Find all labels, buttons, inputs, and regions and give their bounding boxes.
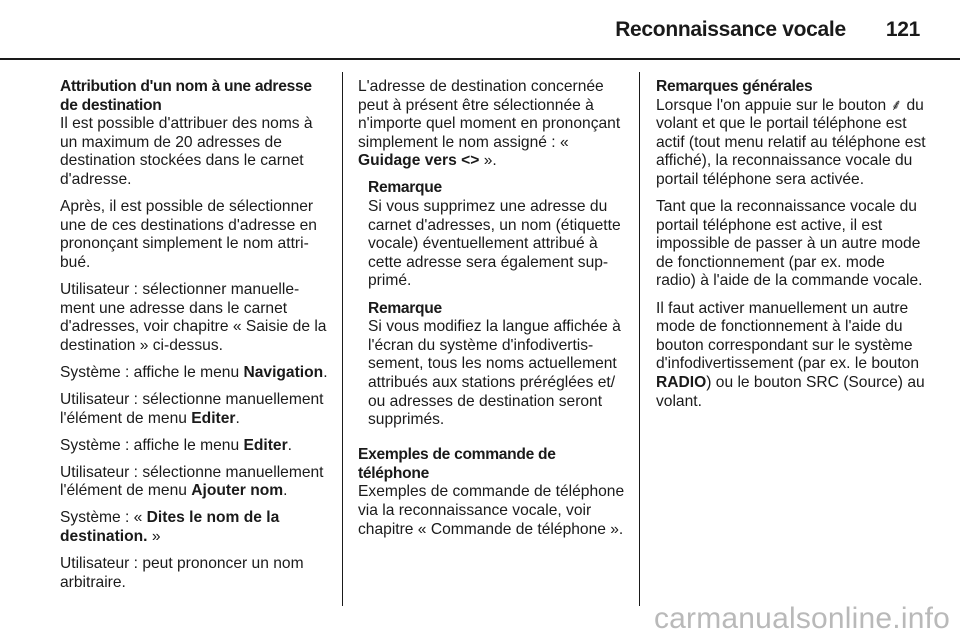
section-heading-naming: Attribution d'un nom à une adresse de destination <box>60 78 312 114</box>
voice-button-icon: ⸙ <box>890 96 903 114</box>
column-1 <box>60 78 328 601</box>
paragraph: Utilisateur : peut prononcer un nom arbitraire. <box>60 555 304 591</box>
menu-item-ajouter-nom: Ajouter nom <box>191 482 284 500</box>
column-divider-1 <box>342 72 343 606</box>
column-divider-2 <box>639 72 640 606</box>
note-label: Remarque <box>368 299 442 317</box>
paragraph: Exemples de commande de téléphone via la reconnaissance vocale, voir chapitre « Commande de téléphone ». <box>358 483 625 538</box>
paragraph: Utilisateur : sélectionner manuellement une adresse dans le carnet d'adresses, voir chapitre « Saisie de la destination » ci-dessus. <box>60 280 327 354</box>
menu-name-editer: Editer <box>243 436 288 454</box>
section-title: Reconnaissance vocale <box>615 18 846 41</box>
column-3 <box>656 78 926 420</box>
column-2 <box>358 78 626 548</box>
note-label: Remarque <box>368 179 442 197</box>
paragraph: Lorsque l'on appuie sur le bouton ⸙ du volant et que le portail téléphone est actif (tout menu relatif au téléphone est affiché), la reconnaissance vocale du portail téléphone sera activée. <box>656 96 926 188</box>
paragraph: Il est possible d'attribuer des noms à un maximum de 20 adresses de destination stockées dans le carnet d'adresse. <box>60 115 313 188</box>
note-box-1 <box>368 179 626 291</box>
paragraph: Utilisateur : sélectionne manuellement l'élément de menu Ajouter nom. <box>60 463 324 500</box>
section-heading-phone-commands: Exemples de commande de téléphone <box>358 446 556 482</box>
note-text: Si vous modifiez la langue affichée à l'écran du système d'infodivertissement, tous les noms actuellement attribués aux stations préréglées et/ ou adresses de destination seront supprimés. <box>368 318 621 429</box>
header-divider <box>0 58 960 60</box>
menu-name-navigation: Navigation <box>243 363 324 381</box>
voice-command: Guidage vers <> <box>358 152 480 170</box>
paragraph: Système : affiche le menu Editer. <box>60 436 293 454</box>
paragraph: Système : affiche le menu Navigation. <box>60 363 328 381</box>
note-box-2 <box>368 300 626 430</box>
paragraph: L'adresse de destination concernée peut à présent être sélectionnée à n'importe quel moment en prononçant simplement le nom assigné : « Guidage vers <> ». <box>358 78 621 170</box>
system-prompt: Dites le nom de la destination. <box>60 509 280 545</box>
page-header <box>40 18 920 42</box>
button-name-radio: RADIO <box>656 373 707 391</box>
paragraph: Utilisateur : sélectionne manuellement l'élément de menu Editer. <box>60 390 324 427</box>
paragraph: Après, il est possible de sélectionner une de ces destinations d'adresse en prononçant simplement le nom attribué. <box>60 198 317 271</box>
paragraph: Tant que la reconnaissance vocale du portail téléphone est active, il est impossible de passer à un autre mode de fonctionnement (par ex. mode radio) à l'aide de la commande vocale. <box>656 198 923 290</box>
paragraph: Système : « Dites le nom de la destination. » <box>60 509 280 545</box>
note-text: Si vous supprimez une adresse du carnet d'adresses, un nom (étiquette vocale) éventuellement attribué à cette adresse sera également supprimé. <box>368 198 621 290</box>
watermark: carmanualsonline.info <box>653 602 950 635</box>
paragraph: Il faut activer manuellement un autre mode de fonctionnement à l'aide du bouton correspondant sur le système d'infodivertissement (par ex. le bouton RADIO) ou le bouton SRC (Source) au volant. <box>656 299 925 410</box>
section-heading-general-remarks: Remarques générales <box>656 78 813 95</box>
page-number: 121 <box>885 18 920 41</box>
menu-item-editer: Editer <box>191 409 236 427</box>
